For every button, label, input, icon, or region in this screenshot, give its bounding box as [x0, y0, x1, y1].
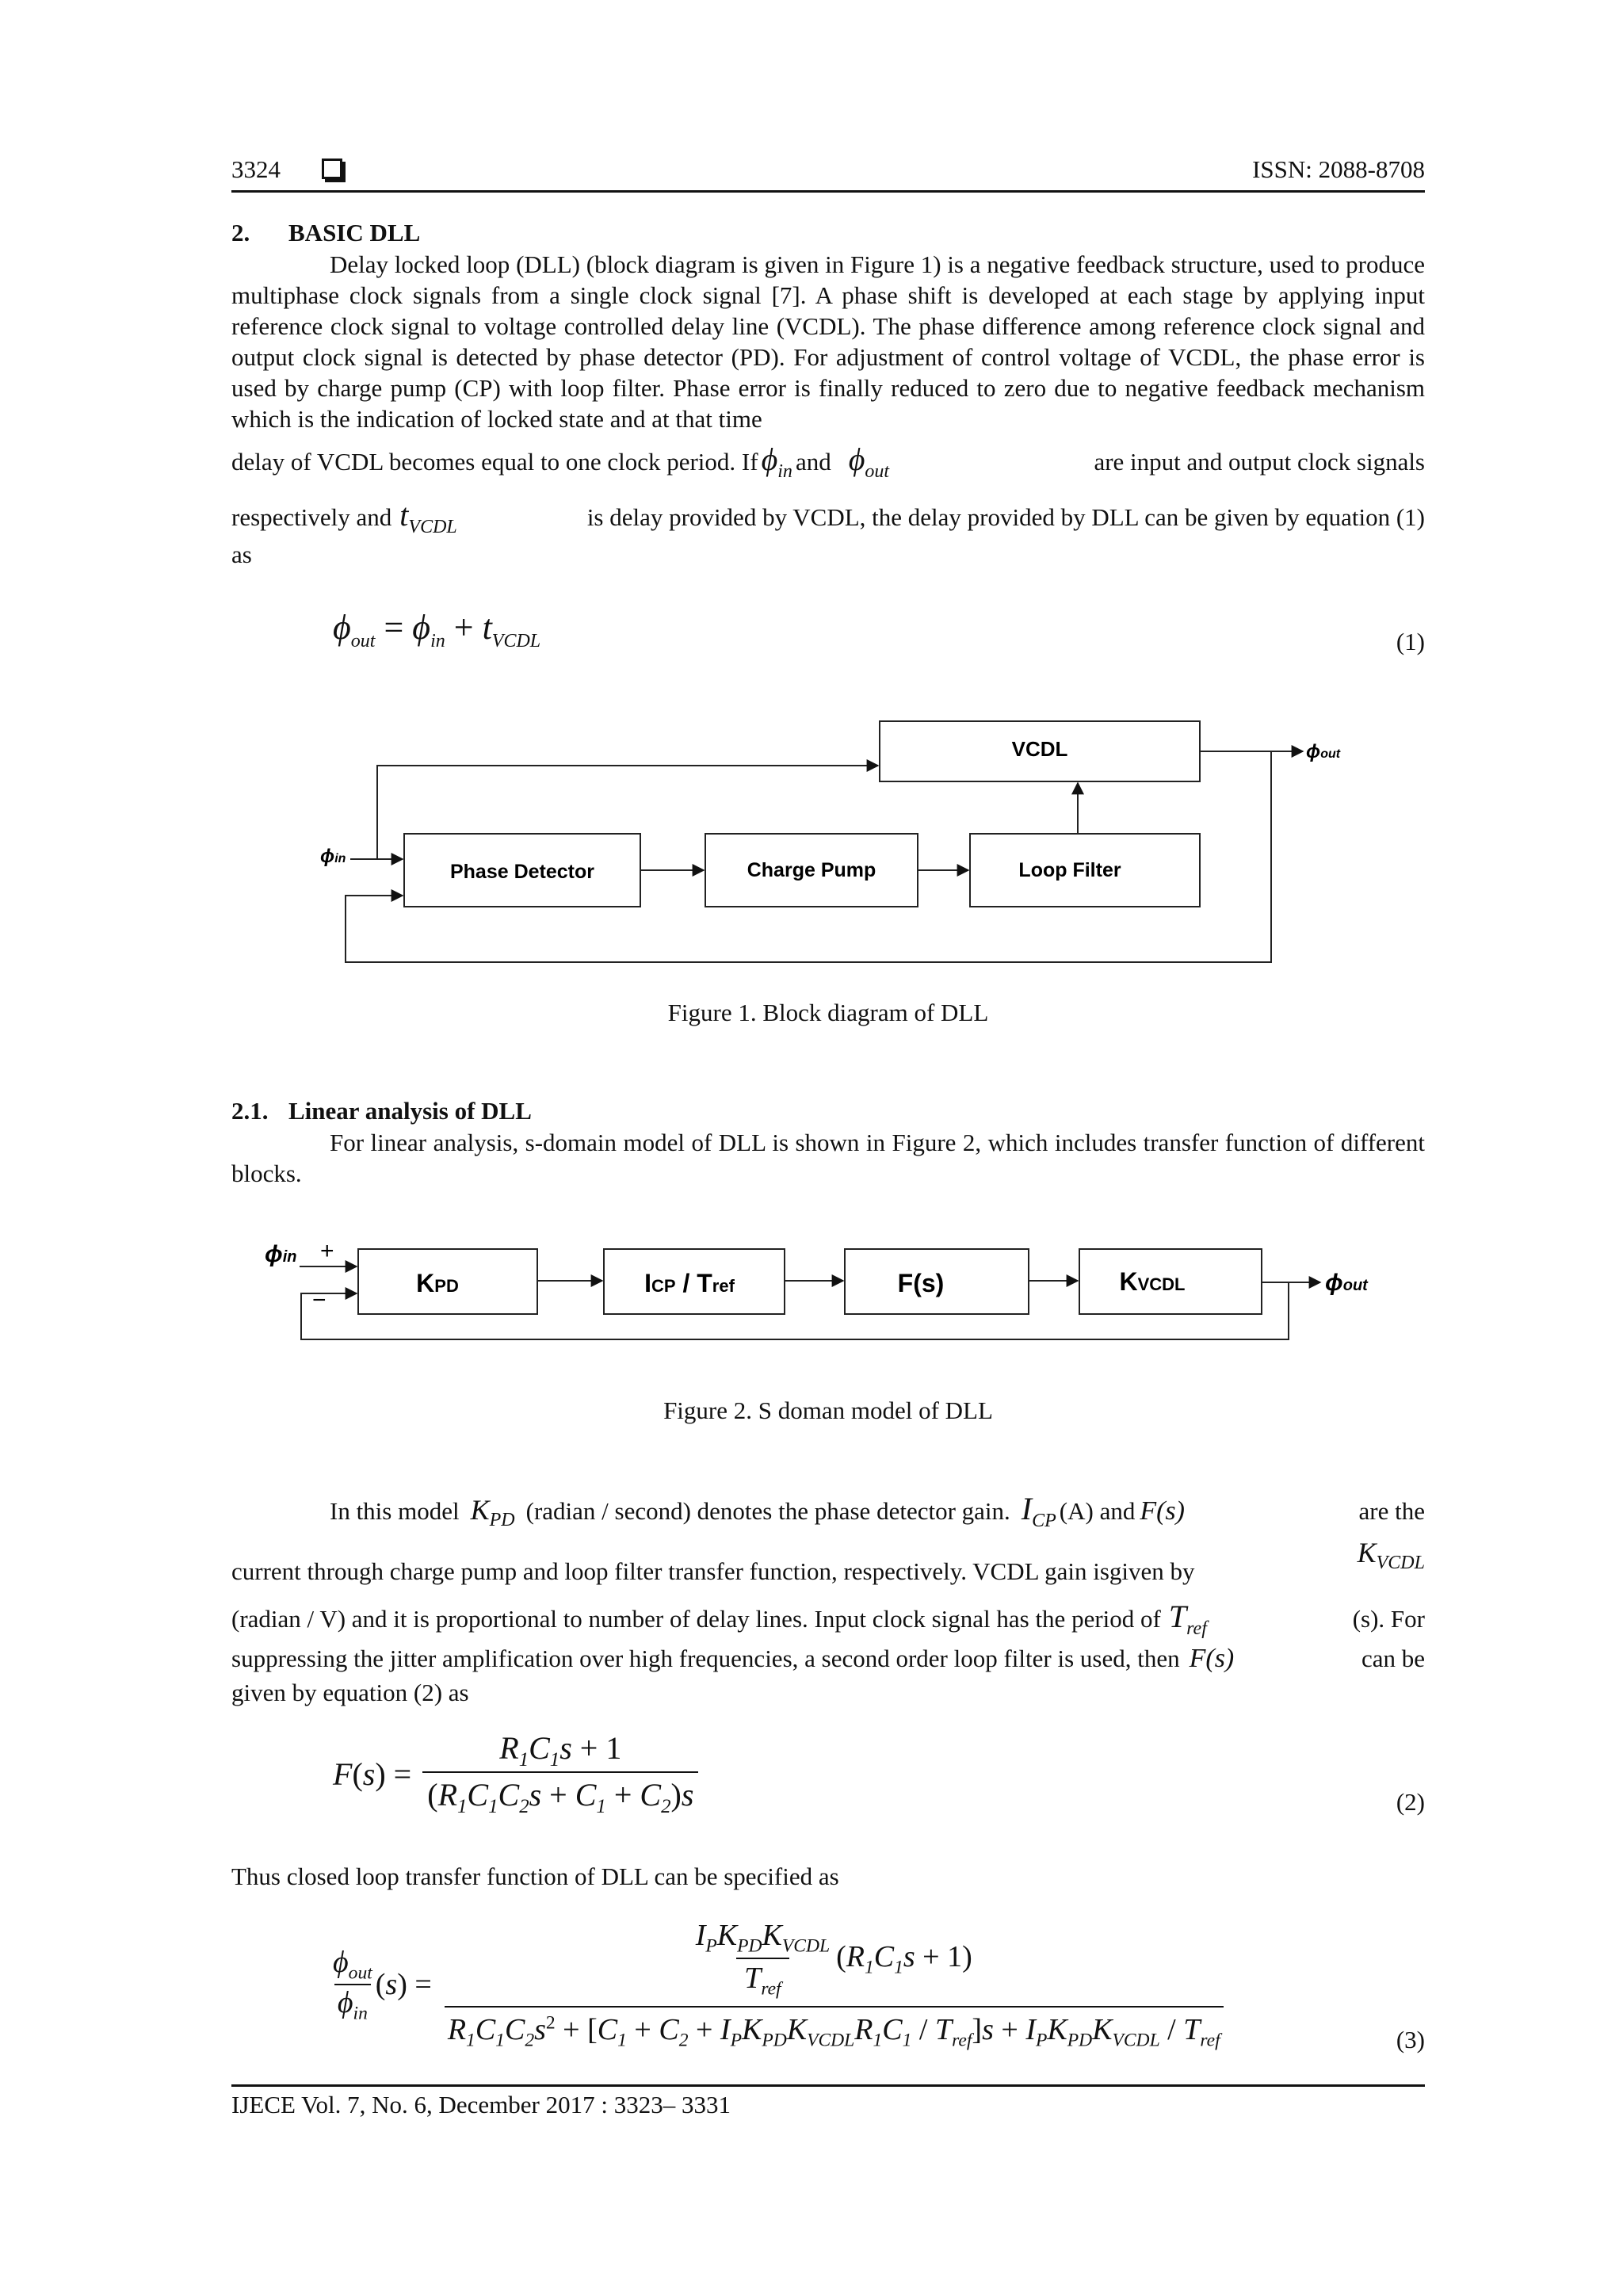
model-line-1: [231, 1490, 1425, 1532]
section-title: BASIC DLL: [288, 219, 421, 246]
model-t1: In this model: [330, 1497, 460, 1525]
model-t5: current through charge pump and loop filter transfer function, respectively. VCDL gain isgiven by: [231, 1557, 1195, 1585]
equation-1: $\phi_{out} = \phi_{in} + t_{VCDL}$: [333, 608, 541, 651]
fs-symbol: F(s): [1140, 1496, 1185, 1526]
tref-symbol: $T_{ref}$: [1168, 1599, 1207, 1639]
equation-2: F(s) = $\frac{R_1C_1s + 1}{(R_1C_1C_2s + C_1 + C_2)s}$: [333, 1729, 698, 1818]
equation-2-number: (2): [1396, 1788, 1425, 1816]
line-a1: delay of VCDL becomes equal to one clock period. If: [231, 448, 758, 476]
model-t8: suppressing the jitter amplification over high frequencies, a second order loop filter is used, then: [231, 1645, 1180, 1672]
model-t3: (A) and: [1059, 1497, 1136, 1525]
line-b1: respectively and: [231, 503, 392, 531]
section-number: 2.: [231, 219, 250, 246]
line-a2: and: [795, 448, 831, 476]
footer-rule: [231, 2084, 1425, 2087]
fs-symbol-2: F(s): [1189, 1644, 1235, 1673]
phase-detector-label: Phase Detector: [449, 861, 595, 883]
equation-3: $\phi_{out}$ $\phi_{in}$ (s) = $I_PK_{PD}K_{VCDL}$ $T_{ref}$ $(R_1C_1s + 1)$ $R_1C_1C_2s^2 + [C_1 + C_2 + I_PK_{PD}K_{VCDL}R_1C_1 / T_{ref}]s + I_PK_{PD}K_{VCDL} / T_{ref}$: [333, 1918, 1224, 2052]
line-b2: is delay provided by VCDL, the delay provided by DLL can be given by equation (1): [586, 503, 1425, 531]
model-t4: are the: [1358, 1497, 1425, 1525]
icp-tref-label: ICP / Tref: [644, 1269, 735, 1297]
model-t7: (s). For: [1352, 1605, 1425, 1633]
phi-out-label: ϕout: [1306, 741, 1341, 762]
model-t10: given by equation (2) as: [231, 1679, 469, 1706]
subsection-number: 2.1.: [231, 1097, 269, 1125]
figure-1-caption: Figure 1. Block diagram of DLL: [667, 999, 989, 1026]
checkbox-icon: [322, 159, 342, 179]
model-t6: (radian / V) and it is proportional to number of delay lines. Input clock signal has the period of: [231, 1605, 1161, 1633]
model-line-3: [231, 1598, 1425, 1640]
kvcdl-symbol: $K_{VCDL}$: [1357, 1537, 1425, 1574]
t-vcdl-symbol: $t_{VCDL}$: [399, 497, 457, 537]
phi-out-label-2: ϕout: [1325, 1270, 1368, 1296]
model-line-2: [231, 1537, 1425, 1591]
charge-pump-label: Charge Pump: [747, 859, 876, 881]
model-t9: can be: [1361, 1645, 1425, 1672]
fs-label: F(s): [897, 1269, 945, 1297]
phi-in-symbol: $\phi_{in}$: [761, 441, 792, 482]
equation-1-number: (1): [1396, 628, 1425, 655]
inline-line-1: [231, 441, 1425, 483]
footer-citation: IJECE Vol. 7, No. 6, December 2017 : 3323– 3331: [231, 2091, 731, 2118]
icp-symbol: $I_{CP}$: [1021, 1491, 1056, 1531]
section2-paragraph: Delay locked loop (DLL) (block diagram is given in Figure 1) is a negative feedback structure, used to produce multiphase clock signals from a single clock signal [7]. A phase shift is developed at each stage by applying input reference clock signal to voltage controlled delay line (VCDL). The phase difference among reference clock signal and output clock signal is detected by phase detector (PD). For adjustment of control voltage of VCDL, the phase error is used by charge pump (CP) with loop filter. Phase error is finally reduced to zero due to negative feedback mechanism which is the indication of locked state and at that time: [231, 250, 1425, 433]
subsection-paragraph: For linear analysis, s-domain model of DLL is shown in Figure 2, which includes transfer function of different blocks.: [231, 1129, 1425, 1187]
plus-sign: +: [320, 1238, 334, 1264]
model-t2: (radian / second) denotes the phase detector gain.: [525, 1497, 1010, 1525]
page-number: 3324: [231, 155, 281, 183]
phi-out-symbol: $\phi_{out}$: [848, 441, 890, 482]
subsection-title: Linear analysis of DLL: [288, 1097, 532, 1125]
issn-label: ISSN: 2088-8708: [1252, 155, 1425, 183]
figure-2-diagram: [254, 1232, 1411, 1390]
header-rule: [231, 190, 1425, 193]
equation-3-number: (3): [1396, 2026, 1425, 2053]
inline-line-2: [231, 496, 1425, 538]
kvcdl-label: KVCDL: [1119, 1267, 1186, 1296]
kpd-label: KPD: [416, 1269, 459, 1297]
model-line-4: [231, 1644, 1425, 1674]
vcdl-label: VCDL: [1011, 737, 1068, 761]
line-a3: are input and output clock signals: [1094, 448, 1425, 476]
figure-2-caption: Figure 2. S doman model of DLL: [663, 1396, 993, 1424]
figure-1-diagram: [301, 705, 1395, 975]
phi-in-label: ϕin: [320, 846, 346, 867]
minus-sign: −: [312, 1287, 327, 1313]
line-c: as: [231, 541, 252, 568]
closed-loop-paragraph: Thus closed loop transfer function of DLL can be specified as: [231, 1862, 839, 1890]
loop-filter-label: Loop Filter: [1018, 859, 1121, 881]
phi-in-label-2: ϕin: [265, 1241, 297, 1267]
kpd-symbol: $K_{PD}$: [470, 1494, 515, 1531]
